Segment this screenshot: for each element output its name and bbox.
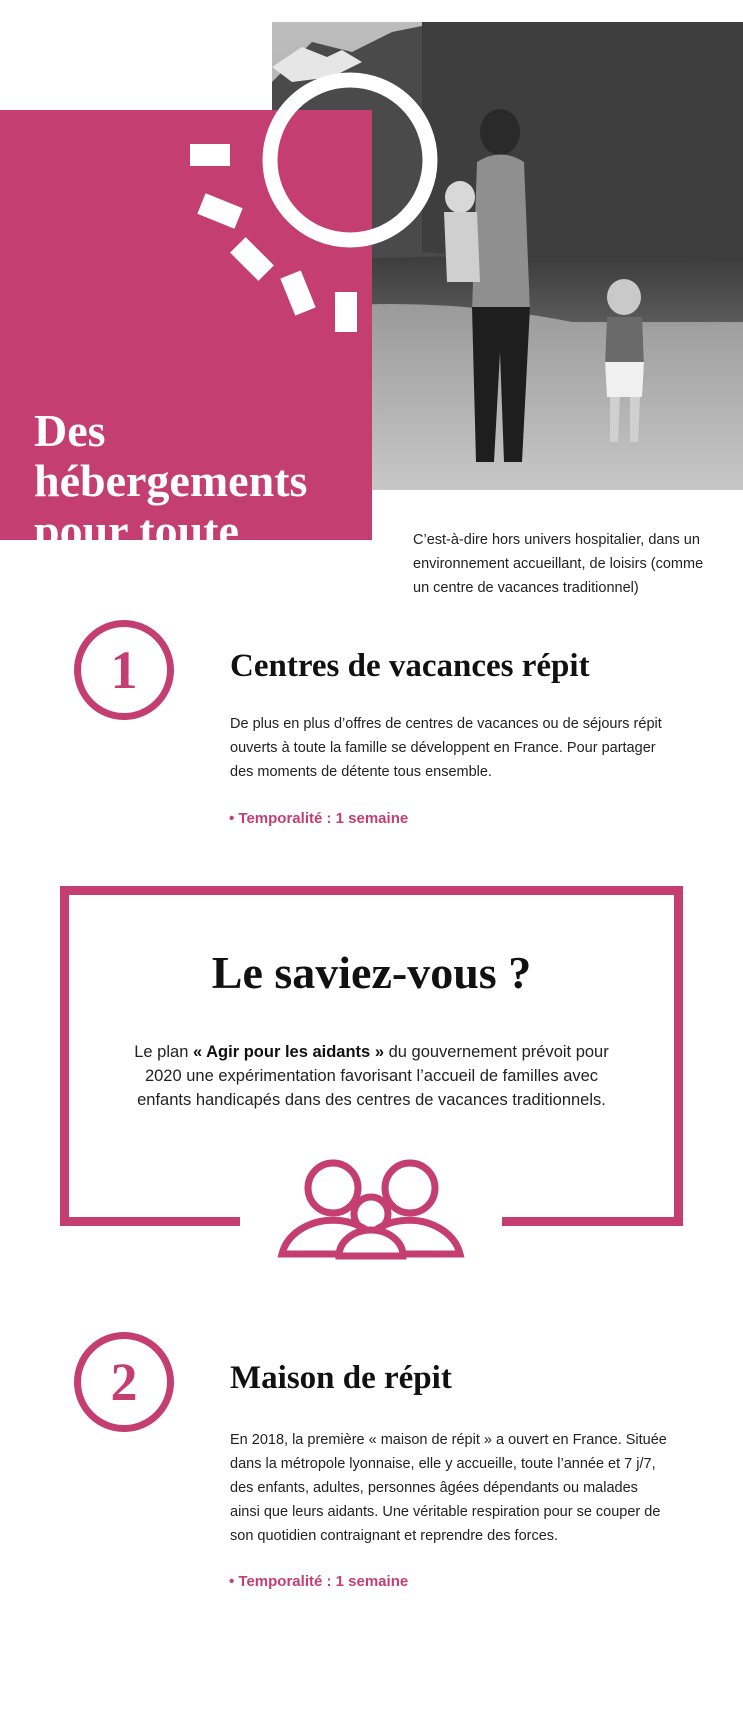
section-text-1: De plus en plus d’offres de centres de vacances ou de séjours répit ouverts à toute la famille se développent en France. Pour partager des moments de détente tous ensemble. bbox=[230, 716, 662, 780]
hero-title-box bbox=[0, 110, 372, 606]
section-temporality-2: • Temporalité : 1 semaine bbox=[229, 1573, 409, 1590]
section-title-2: Maison de répit bbox=[230, 1360, 452, 1396]
did-you-know-text: Le plan « Agir pour les aidants » du gouvernement prévoit pour 2020 une expérimentation favorisant l’accueil de familles avec enfants handicapés dans des centres de vacances traditionnels. bbox=[134, 1043, 609, 1109]
intro-text: C’est-à-dire hors univers hospitalier, dans un environnement accueillant, de loisirs (comme un centre de vacances traditionnel) bbox=[413, 532, 704, 596]
section-text-2: En 2018, la première « maison de répit » a ouvert en France. Située dans la métropole lyonnaise, elle y accueille, toute l’année et 7 j/7, des enfants, adultes, personnes âgées dépendants ou malades ainsi que leurs aidants. Une véritable respiration pour se couper de son quotidien contraignant et reprendre des forces. bbox=[230, 1432, 667, 1544]
section-temporality-1: • Temporalité : 1 semaine bbox=[229, 810, 409, 827]
did-you-know-title: Le saviez-vous ? bbox=[211, 947, 532, 998]
section-number-1: 1 bbox=[74, 620, 174, 720]
section-number-2: 2 bbox=[74, 1332, 174, 1432]
family-icon bbox=[276, 1158, 466, 1260]
hero-title: Des hébergements pour toute la famille bbox=[34, 405, 308, 606]
section-title-1: Centres de vacances répit bbox=[230, 648, 590, 684]
